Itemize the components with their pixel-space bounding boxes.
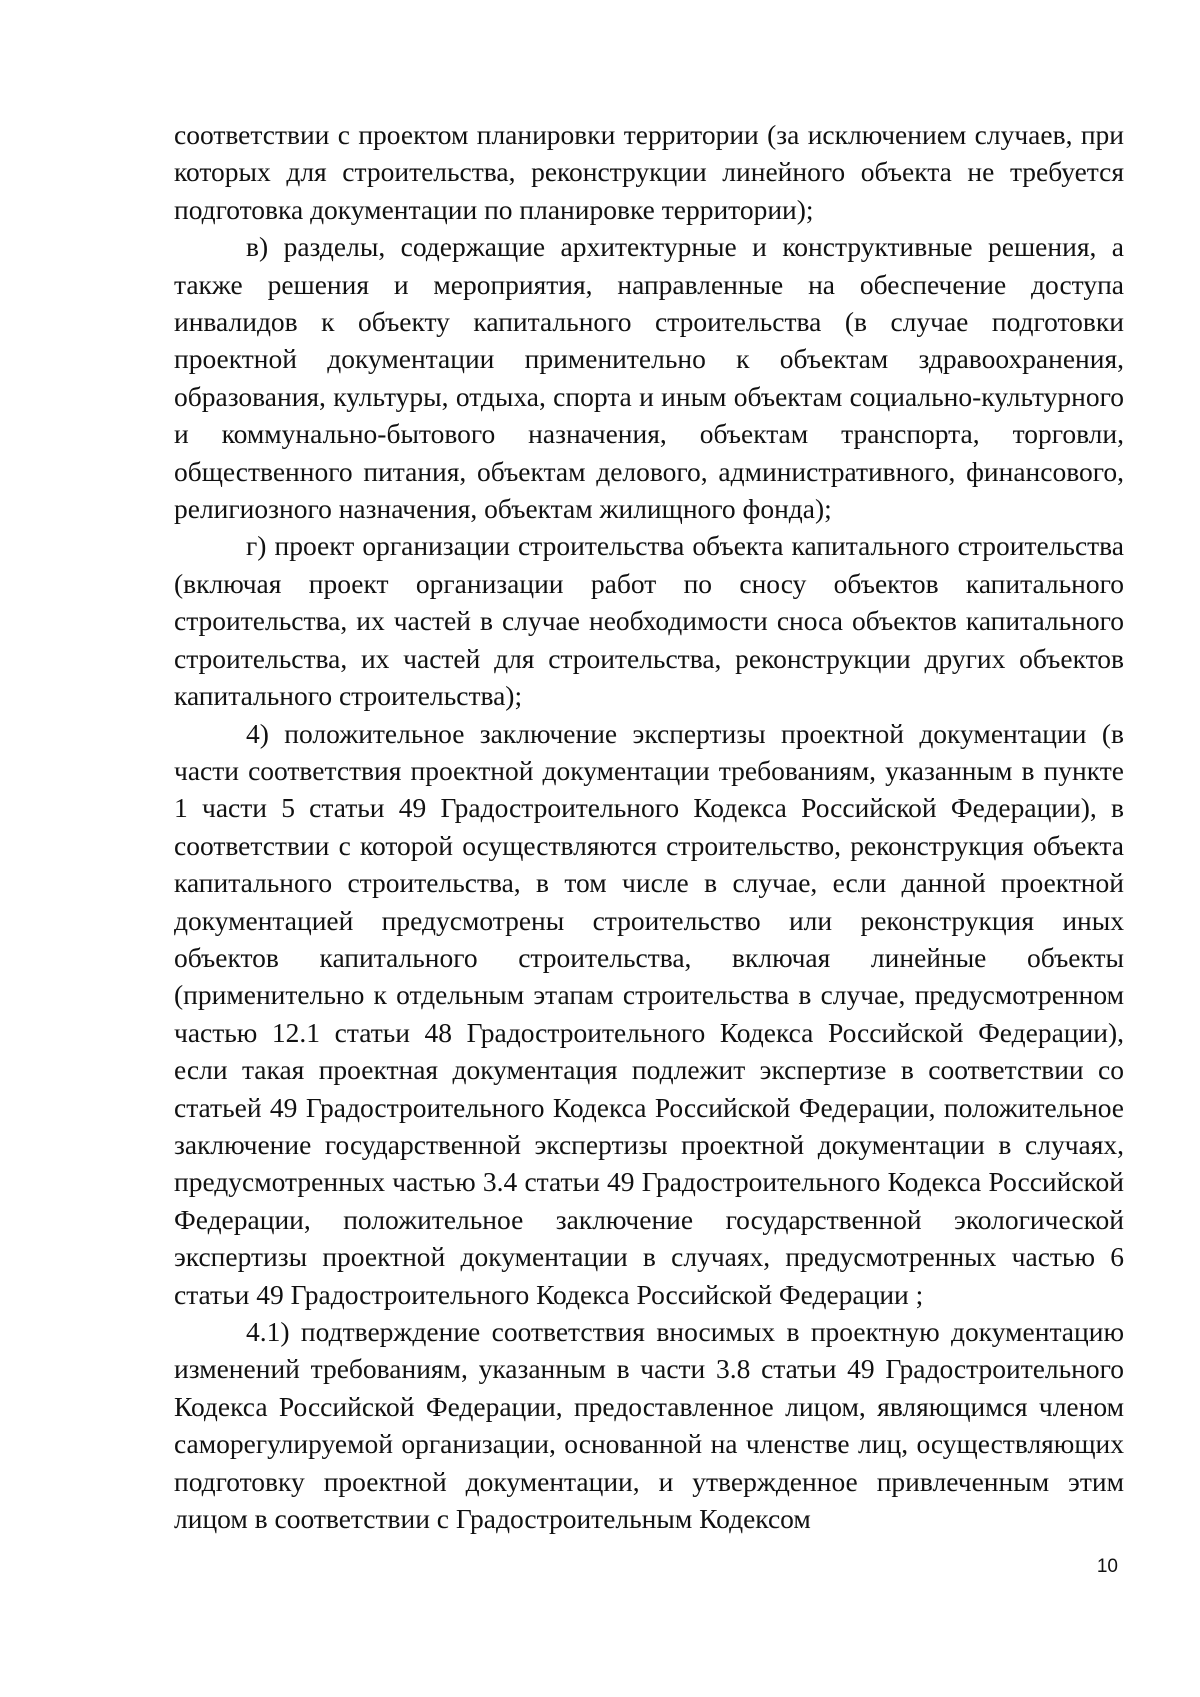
paragraph-continuation: соответствии с проектом планировки территории (за исключением случаев, при которых для строительства, реконструкции линейного объекта не требуется подготовка документации по планировке территории); (174, 119, 1124, 225)
document-body (174, 116, 1124, 1537)
paragraph-item-v: в) разделы, содержащие архитектурные и конструктивные решения, а также решения и мероприятия, направленные на обеспечение доступа инвалидов к объекту капитального строительства (в случае подготовки проектной документации применительно к объектам здравоохранения, образования, культуры, отдыха, спорта и иным объектам социально-культурного и коммунально-бытового назначения, объектам транспорта, торговли, общественного питания, объектам делового, административного, финансового, религиозного назначения, объектам жилищного фонда); (174, 231, 1124, 525)
paragraph-item-4-1: 4.1) подтверждение соответствия вносимых в проектную документацию изменений требованиям, указанным в части 3.8 статьи 49 Градостроительного Кодекса Российской Федерации, предоставленное лицом, являющимся членом саморегулируемой организации, основанной на членстве лиц, осуществляющих подготовку проектной документации, и утвержденное привлеченным этим лицом в соответствии с Градостроительным Кодексом (174, 1316, 1124, 1535)
paragraph-item-g: г) проект организации строительства объекта капитального строительства (включая проект организации работ по сносу объектов капитального строительства, их частей в случае необходимости сноса объектов капитального строительства, их частей для строительства, реконструкции других объектов капитального строительства); (174, 530, 1124, 712)
page-number: 10 (1096, 1556, 1118, 1577)
paragraph-item-4: 4) положительное заключение экспертизы проектной документации (в части соответствия проектной документации требованиям, указанным в пункте 1 части 5 статьи 49 Градостроительного Кодекса Российской Федерации), в соответствии с которой осуществляются строительство, реконструкция объекта капитального строительства, в том числе в случае, если данной проектной документацией предусмотрены строительство или реконструкция иных объектов капитального строительства, включая линейные объекты (применительно к отдельным этапам строительства в случае, предусмотренном частью 12.1 статьи 48 Градостроительного Кодекса Российской Федерации), если такая проектная документация подлежит экспертизе в соответствии со статьей 49 Градостроительного Кодекса Российской Федерации, положительное заключение государственной экспертизы проектной документации в случаях, предусмотренных частью 3.4 статьи 49 Градостроительного Кодекса Российской Федерации, положительное заключение государственной экологической экспертизы проектной документации в случаях, предусмотренных частью 6 статьи 49 Градостроительного Кодекса Российской Федерации ; (174, 717, 1124, 1310)
